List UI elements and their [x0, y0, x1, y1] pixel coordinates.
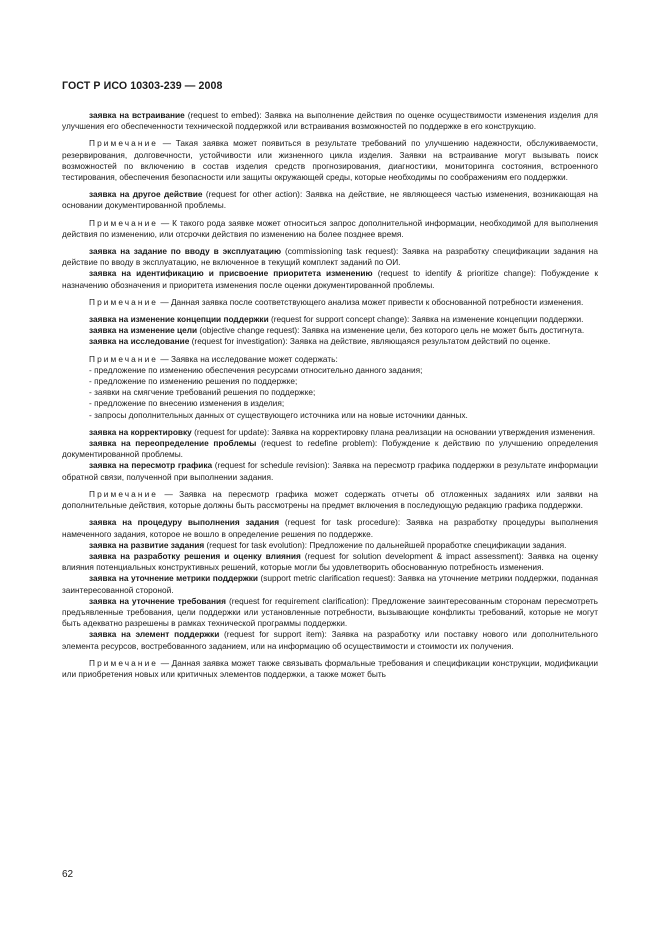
note-label: Примечание — [89, 488, 159, 499]
definition-text: (request for update): Заявка на корректировку плана реализации на основании утверждения изменения. — [191, 426, 595, 437]
note-text: — Заявка на пересмотр графика может содержать отчеты об отложенных заданиях или заявки на дополнительные действия, которые должны быть рассмотрены на предмет включения в последующую редакцию графика поддержки. — [62, 488, 598, 511]
definition-paragraph — [62, 517, 598, 539]
definition-text: (support metric clarification request): Заявка на уточнение метрики поддержки, поданная заинтересованной стороной. — [62, 573, 598, 595]
definition-paragraph — [62, 325, 598, 336]
definition-paragraph — [62, 246, 598, 268]
term: заявка на разработку решения и оценку влияния — [89, 550, 301, 561]
note-text: — Данная заявка после соответствующего анализа может привести к обоснованной потребности изменения. — [158, 296, 584, 307]
term: заявка на пересмотр графика — [89, 460, 213, 471]
definition-text: (request for solution development & impact assessment): Заявка на оценку влияния потенциальных конструктивных решений, которые могли бы удовлетворить обоснованную потребность изменения. — [62, 550, 599, 573]
term: заявка на элемент поддержки — [89, 629, 220, 640]
note-paragraph — [62, 218, 598, 240]
definition-paragraph — [62, 268, 598, 290]
definition-text: (request for investigation): Заявка на действие, являющаяся результатом действий по оценке. — [189, 336, 551, 347]
definition-text: (request to embed): Заявка на выполнение действия по оценке осуществимости изменения изделия для улучшения его обеспеченности технической поддержкой или встраивания возможностей по поддержке в его конструкцию. — [62, 110, 598, 132]
term: заявка на изменение концепции поддержки — [89, 314, 269, 325]
definition-text: (objective change request): Заявка на изменение цели, без которого цель не может быть достигнута. — [197, 325, 585, 336]
definition-paragraph — [62, 596, 598, 630]
definition-paragraph — [62, 629, 598, 651]
note-text: — Такая заявка может появиться в результате требований по улучшению надежности, обслуживаемости, резервирования, долговечности, устойчивости или жизненного цикла изделия. Заявки на встраивание могут вызывать поиск возможностей по включению в состав изделия средств прогнозирования, диагностики, мониторинга состояния, встроенного тестирования, обеспечения безопасности или защиты окружающей среды, которые необходимы по соображениям его поддержки. — [62, 138, 598, 183]
definition-text: (request for support concept change): Заявка на изменение концепции поддержки. — [268, 314, 584, 325]
note-paragraph — [62, 658, 598, 680]
term: заявка на другое действие — [89, 189, 203, 200]
definition-paragraph — [62, 573, 598, 595]
list-item: - предложение по изменению решения по поддержке; — [89, 376, 298, 387]
term: заявка на уточнение требования — [89, 595, 226, 606]
definition-paragraph — [62, 540, 598, 551]
definition-text: (request for schedule revision): Заявка на пересмотр графика поддержки в результате информации обратной связи, полученной при выполнении задания. — [62, 460, 598, 482]
note-label: Примечание — [89, 353, 159, 364]
definition-paragraph — [62, 189, 598, 211]
list-item: - предложение по внесению изменения в изделия; — [89, 398, 285, 409]
note-paragraph — [62, 297, 598, 308]
definition-paragraph — [62, 314, 598, 325]
definition-paragraph — [62, 336, 598, 347]
list-item: - запросы дополнительных данных от существующего источника или на новые источники данных. — [89, 409, 468, 420]
note-label: Примечание — [89, 296, 159, 307]
document-header: ГОСТ Р ИСО 10303-239 — 2008 — [62, 80, 223, 92]
term: заявка на уточнение метрики поддержки — [89, 573, 258, 584]
definition-text: (request to identify & prioritize change): Побуждение к назначению обозначения и приоритета изменения после оценки документированной проблемы. — [62, 268, 598, 290]
note-paragraph — [62, 354, 598, 365]
term: заявка на корректировку — [89, 426, 192, 437]
term: заявка на процедуру выполнения задания — [89, 517, 280, 528]
definition-paragraph — [62, 460, 598, 482]
definition-text: (request for task evolution): Предложение по дальнейшей проработке спецификации задания. — [204, 539, 567, 550]
note-text: — К такого рода заявке может относиться запрос дополнительной информации, необходимой для выполнения действия по изменению, или отсрочки действия по изменению на более позднее время. — [62, 217, 598, 239]
page-number: 62 — [62, 869, 74, 880]
term: заявка на идентификацию и присвоение приоритета изменению — [89, 268, 373, 279]
definition-text: (commissioning task request): Заявка на разработку спецификации задания на действие по вводу в эксплуатацию, не включенное в текущий комплект заданий по ОИ. — [62, 246, 598, 268]
definition-text: (request for other action): Заявка на действие, не являющееся частью изменения, возникающая на основании документированной проблемы. — [62, 189, 598, 211]
note-text: — Данная заявка может также связывать формальные требования и спецификации конструкции, модификации или приобретения новых или критичных элементов поддержки, а также может быть — [62, 657, 598, 679]
note-paragraph — [62, 138, 598, 183]
note-label: Примечание — [89, 138, 159, 149]
definition-paragraph — [62, 427, 598, 438]
document-body — [62, 110, 598, 680]
note-label: Примечание — [89, 217, 159, 228]
term: заявка на исследование — [89, 336, 190, 347]
definition-paragraph — [62, 551, 598, 573]
definition-text: (request for support item): Заявка на разработку или поставку нового или дополнительного элемента ресурсов, востребованного заданием, или на информацию об осуществимости и стоимости их получения. — [62, 629, 598, 651]
note-paragraph — [62, 489, 598, 511]
note-list — [62, 365, 598, 421]
term: заявка на задание по вводу в эксплуатацию — [89, 246, 282, 257]
list-item: - заявки на смягчение требований решения по поддержке; — [89, 387, 316, 398]
definition-paragraph — [62, 438, 598, 460]
definition-paragraph — [62, 110, 598, 132]
list-item: - предложение по изменению обеспечения ресурсами относительно данного задания; — [89, 364, 423, 375]
term: заявка на развитие задания — [89, 539, 205, 550]
definition-text: (request for task procedure): Заявка на разработку процедуры выполнения намеченного задания, которое не вошло в определение решения по поддержке. — [62, 517, 598, 539]
definition-text: (request for requirement clarification): Предложение заинтересованным сторонам пересмотреть предъявленные требования, цели поддержки или установленные потребности, вызывающие конфликты требований, которые не могут быть адекватно разрешены в рамках технической программы поддержки. — [62, 595, 598, 629]
note-text: — Заявка на исследование может содержать: — [158, 353, 338, 364]
term: заявка на изменение цели — [89, 325, 198, 336]
note-label: Примечание — [89, 657, 159, 668]
definition-text: (request to redefine problem): Побуждение к действию по улучшению определения документированной проблемы. — [62, 438, 598, 460]
term: заявка на переопределение проблемы — [89, 438, 257, 449]
term: заявка на встраивание — [89, 110, 185, 120]
